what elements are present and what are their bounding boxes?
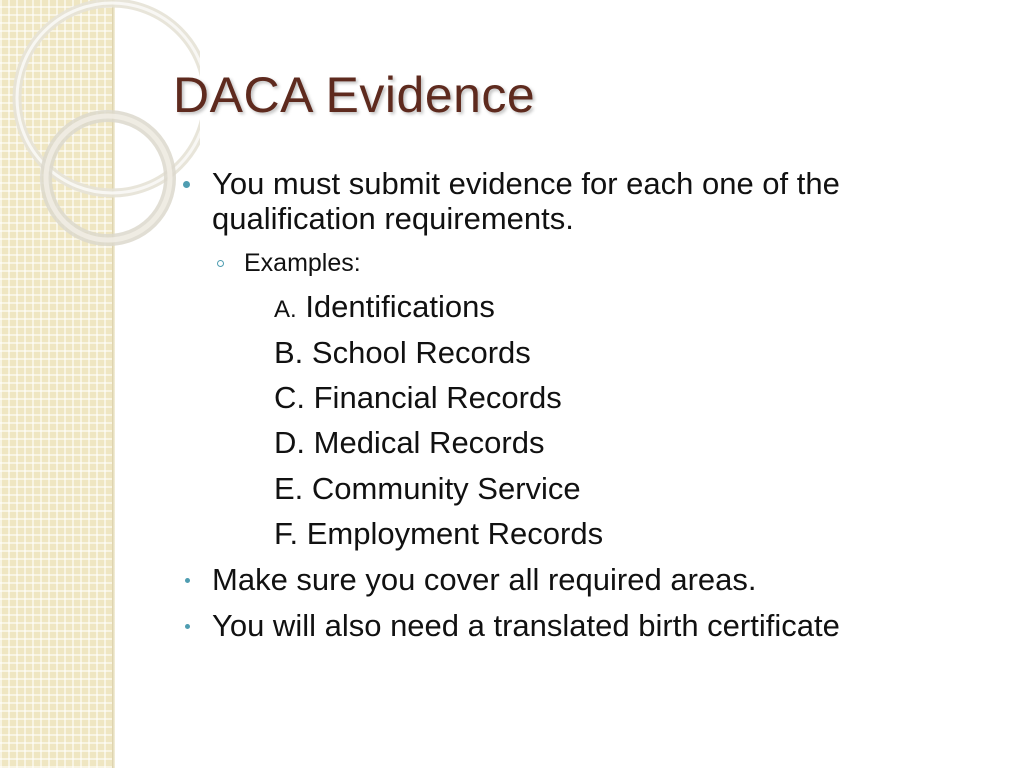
example-item-b [274,335,531,371]
example-item-b-text: School Records [311,335,531,370]
example-item-d [274,425,545,461]
example-item-c [274,380,562,416]
example-item-a [274,289,495,325]
bullet-dot-icon [183,181,190,188]
example-item-c-text: Financial Records [313,380,562,415]
example-item-a-text: Identifications [305,289,495,324]
bullet-dot-icon [185,578,190,583]
example-item-e-text: Community Service [311,471,581,506]
example-item-e [274,471,581,507]
sub-bullet-examples-label: Examples: [244,249,361,277]
decorative-rings-graphic [0,0,200,260]
example-item-f-letter: F. [274,516,299,551]
example-item-d-letter: D. [274,425,305,460]
bullet-1-line-1: You must submit evidence for each one of the [212,166,840,201]
example-item-f-text: Employment Records [306,516,604,551]
bullet-2-text: Make sure you cover all required areas. [212,562,757,597]
bullet-1-line-2: qualification requirements. [212,201,574,236]
sub-bullet-ring-icon [217,260,224,267]
example-item-f [274,516,603,552]
example-item-c-letter: C. [274,380,305,415]
example-item-b-letter: B. [274,335,304,370]
example-item-d-text: Medical Records [313,425,545,460]
bullet-3-text: You will also need a translated birth certificate [212,608,840,643]
example-item-e-letter: E. [274,471,304,506]
bullet-dot-icon [185,624,190,629]
example-item-a-letter: A. [274,296,297,323]
slide-title: DACA Evidence [173,67,536,123]
